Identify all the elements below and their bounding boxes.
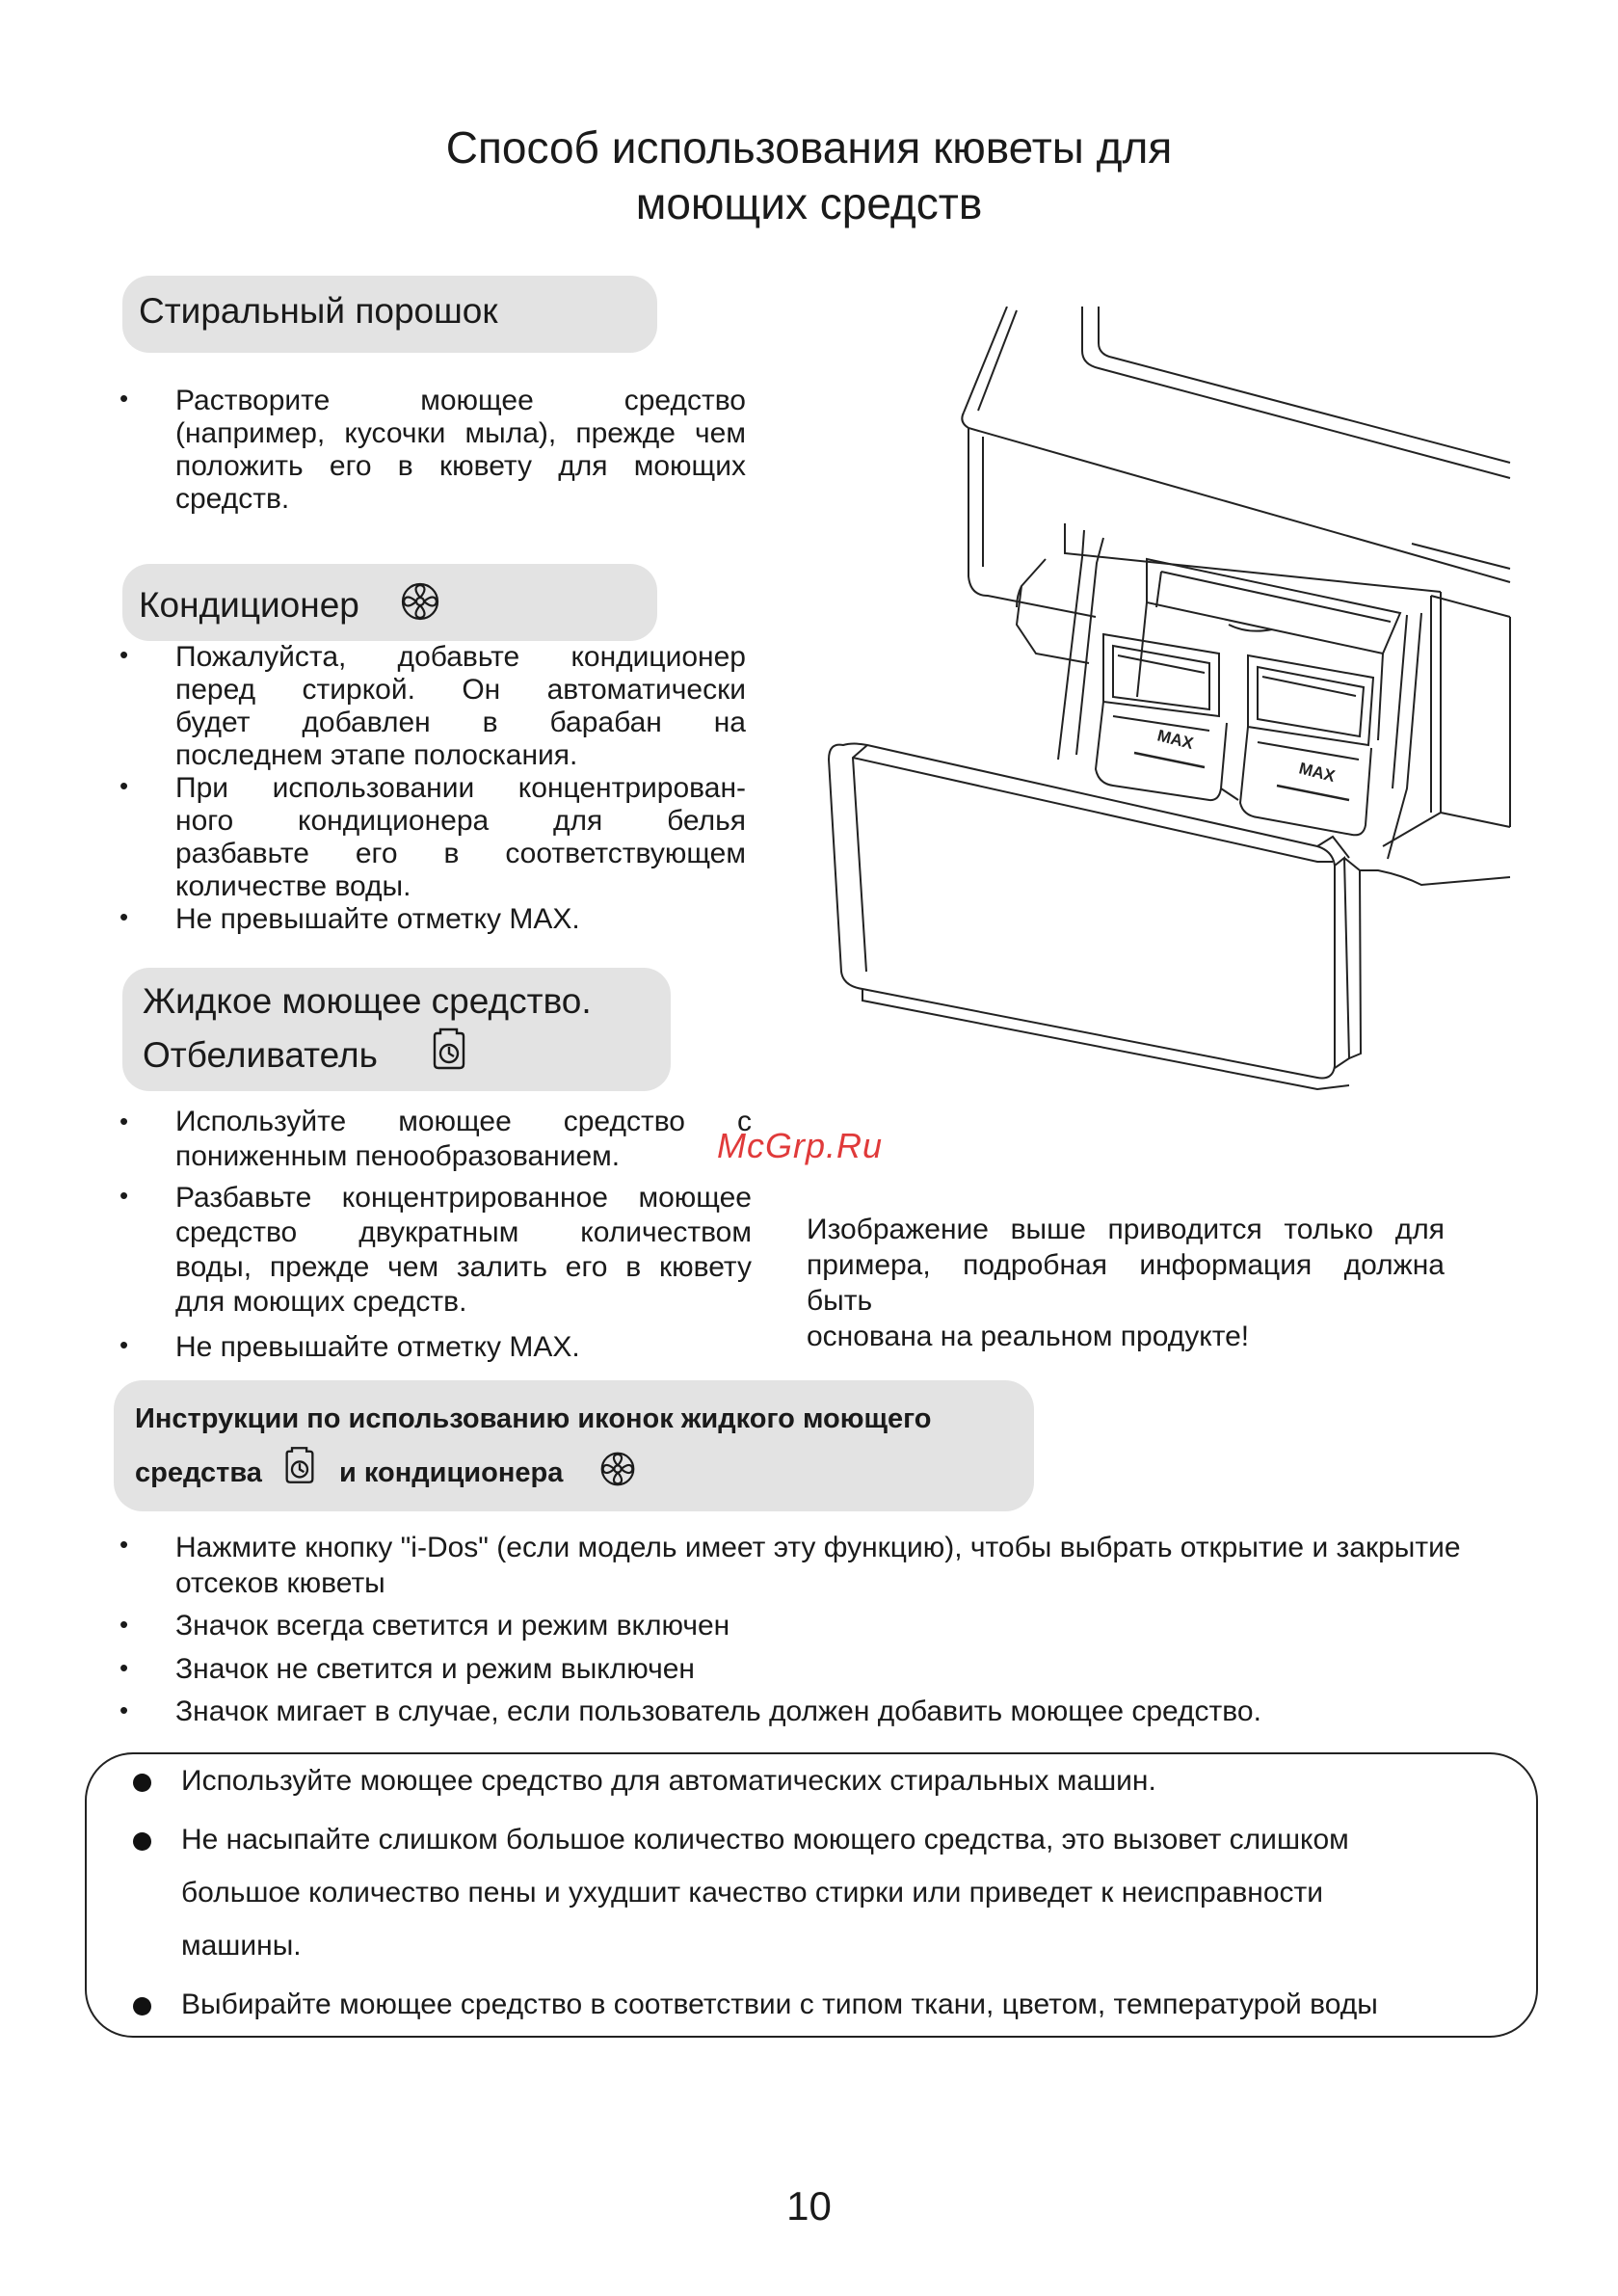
- page-number: 10: [786, 2183, 832, 2229]
- notice-item-2-line-1: Не насыпайте слишком большое количество моющего средства, это вызовет слишком: [181, 1824, 1349, 1855]
- max-label-2: MAX: [1297, 759, 1338, 787]
- bottle-icon: [284, 1446, 315, 1484]
- bullet-marker: •: [119, 1530, 129, 1559]
- notice-item-3: Выбирайте моющее средство в соответствии с типом ткани, цветом, температурой воды: [181, 1989, 1378, 2020]
- page-title-line-1: Способ использования кюветы для: [445, 122, 1173, 173]
- illustration-note: Изображение выше приводится только для примера, подробная информация должна быть основана на реальном продукте!: [807, 1214, 1445, 1352]
- bullet-marker: •: [119, 771, 129, 800]
- notice-item-2-line-3: машины.: [181, 1930, 302, 1962]
- conditioner-bullet-1: Пожалуйста, добавьте кондиционер перед стиркой. Он автоматически будет добавлен в барабан на последнем этапе полоскания.: [175, 641, 746, 771]
- notice-item-1: Используйте моющее средство для автоматических стиральных машин.: [181, 1765, 1156, 1797]
- detergent-drawer-illustration: [824, 307, 1518, 1116]
- liquid-bullet-1: Используйте моющее средство с пониженным пенообразованием.: [175, 1106, 752, 1172]
- liquid-bullet-3: Не превышайте отметку MAX.: [175, 1331, 580, 1363]
- liquid-heading-line-2: Отбеливатель: [143, 1035, 378, 1075]
- conditioner-heading: Кондиционер: [139, 585, 359, 625]
- icons-heading-line-1: Инструкции по использованию иконок жидкого моющего: [135, 1403, 932, 1434]
- notice-item-2-line-2: большое количество пены и ухудшит качество стирки или приведет к неисправности: [181, 1877, 1324, 1909]
- icons-item-4: Значок мигает в случае, если пользователь должен добавить моющее средство.: [175, 1695, 1261, 1727]
- bullet-marker: •: [119, 384, 129, 413]
- notice-bullet-dot: [133, 1774, 151, 1792]
- icons-item-2: Значок всегда светится и режим включен: [175, 1610, 730, 1642]
- bullet-marker: •: [119, 902, 129, 931]
- bullet-marker: •: [119, 640, 129, 669]
- bullet-marker: •: [119, 1107, 129, 1135]
- icons-heading-part-1: средства: [135, 1457, 262, 1488]
- icons-heading-pill: [114, 1380, 1034, 1511]
- max-label-1: MAX: [1155, 726, 1196, 754]
- liquid-heading-line-1: Жидкое моющее средство.: [143, 981, 592, 1021]
- icons-item-3: Значок не светится и режим выключен: [175, 1653, 695, 1685]
- powder-bullet-1: Растворите моющее средство (например, кусочки мыла), прежде чем положить его в кювету для моющих средств.: [175, 385, 746, 515]
- conditioner-bullet-2: При использовании концентрирован- ного кондиционера для белья разбавьте его в соответствующем количестве воды.: [175, 772, 746, 902]
- bottle-icon: [432, 1028, 466, 1070]
- bullet-marker: •: [119, 1330, 129, 1359]
- flower-icon: [599, 1451, 636, 1487]
- bullet-marker: •: [119, 1181, 129, 1210]
- icons-heading-part-2: и кондиционера: [339, 1457, 564, 1488]
- flower-icon: [400, 581, 440, 622]
- powder-heading: Стиральный порошок: [139, 291, 498, 331]
- icons-item-1: Нажмите кнопку "i-Dos" (если модель имеет эту функцию), чтобы выбрать открытие и закрытие отсеков кюветы: [175, 1532, 1461, 1599]
- conditioner-bullet-3: Не превышайте отметку MAX.: [175, 903, 580, 935]
- liquid-bullet-2: Разбавьте концентрированное моющее средство двукратным количеством воды, прежде чем залить его в кювету для моющих средств.: [175, 1182, 752, 1318]
- notice-bullet-dot: [133, 1997, 151, 2016]
- watermark: McGrp.Ru: [717, 1126, 884, 1165]
- page-title-line-2: моющих средств: [635, 178, 983, 228]
- bullet-marker: •: [119, 1695, 129, 1724]
- notice-bullet-dot: [133, 1832, 151, 1851]
- bullet-marker: •: [119, 1610, 129, 1639]
- bullet-marker: •: [119, 1653, 129, 1682]
